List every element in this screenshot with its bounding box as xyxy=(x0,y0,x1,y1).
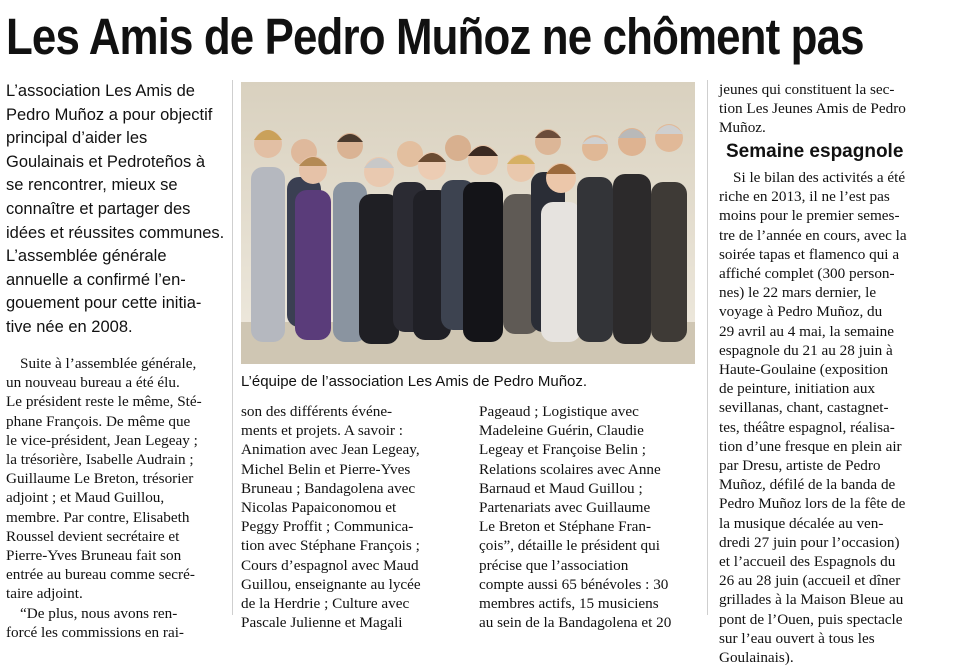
body-line: sur l’eau ouvert à tous les xyxy=(719,629,875,647)
body-line: Cours d’espagnol avec Maud xyxy=(241,556,419,574)
article-column-4 xyxy=(719,80,935,138)
body-line: riche en 2013, il ne l’est pas xyxy=(719,188,890,206)
photo-caption: L’équipe de l’association Les Amis de Pedro Muñoz. xyxy=(241,373,588,390)
body-line: Partenariats avec Guillaume xyxy=(479,499,651,517)
body-line: Relations scolaires avec Anne xyxy=(479,460,661,478)
body-line: Peggy Proffit ; Communica- xyxy=(241,518,414,536)
column-divider xyxy=(232,80,233,615)
body-line: dredi 27 juin pour l’occasion) xyxy=(719,533,900,551)
article-column-3 xyxy=(479,402,697,632)
lead-line: se rencontrer, mieux se xyxy=(6,176,178,195)
lead-line: L’assemblée générale xyxy=(6,247,167,266)
body-line: forcé les commissions en rai- xyxy=(6,623,184,641)
body-line: sevillanas, chant, castagnet- xyxy=(719,399,889,417)
body-line: ments et projets. A savoir : xyxy=(241,422,403,440)
body-line: 29 avril au 4 mai, la semaine xyxy=(719,322,895,340)
body-line: Pedro Muñoz lors de la fête de xyxy=(719,495,906,513)
body-line: tre de l’année en cours, avec la xyxy=(719,226,907,244)
body-line: membres actifs, 15 musiciens xyxy=(479,595,659,613)
body-line: “De plus, nous avons ren- xyxy=(20,604,178,622)
body-line: Muñoz. xyxy=(719,119,766,137)
body-line: 26 au 28 juin (accueil et dîner xyxy=(719,572,901,590)
article-lead xyxy=(6,80,228,340)
body-line: Legeay et Françoise Belin ; xyxy=(479,441,647,459)
body-line: Michel Belin et Pierre-Yves xyxy=(241,460,411,478)
body-line: son des différents événe- xyxy=(241,403,393,420)
lead-line: L’association Les Amis de xyxy=(6,82,195,100)
body-line: membre. Par contre, Elisabeth xyxy=(6,508,190,526)
lead-line: Goulainais et Pedroteños à xyxy=(6,152,206,171)
article-headline: Les Amis de Pedro Muñoz ne chôment pas xyxy=(6,8,864,65)
body-line: Pierre-Yves Bruneau fait son xyxy=(6,547,182,565)
team-photo xyxy=(241,82,695,364)
section-subheading: Semaine espagnole xyxy=(726,141,904,162)
article-column-1 xyxy=(6,354,220,642)
body-line: tes, théâtre espagnol, réalisa- xyxy=(719,418,895,436)
body-line: et l’accueil des Espagnols du xyxy=(719,553,896,571)
body-line: Haute-Goulaine (exposition xyxy=(719,361,889,379)
body-line: Le président reste le même, Sté- xyxy=(6,393,202,411)
body-line: espagnole du 21 au 28 juin à xyxy=(719,341,893,359)
body-line: Bruneau ; Bandagolena avec xyxy=(241,479,416,497)
body-line: Pascale Julienne et Magali xyxy=(241,614,403,632)
body-line: tion d’une fresque en plein air xyxy=(719,437,902,455)
body-line: tion avec Stéphane François ; xyxy=(241,537,420,555)
body-line: Roussel devient secrétaire et xyxy=(6,527,180,545)
team-photo-illustration xyxy=(241,82,695,364)
article-column-2 xyxy=(241,402,459,632)
body-line: par Dresu, artiste de Pedro xyxy=(719,457,881,475)
body-line: Muñoz, défilé de la banda de xyxy=(719,476,896,494)
body-line: grillades à la Maison Bleue au xyxy=(719,591,904,609)
column-divider xyxy=(707,80,708,615)
body-line: Le Breton et Stéphane Fran- xyxy=(479,518,652,536)
body-line: jeunes qui constituent la sec- xyxy=(719,81,895,98)
body-line: compte aussi 65 bénévoles : 30 xyxy=(479,575,669,593)
body-line: la trésorière, Isabelle Audrain ; xyxy=(6,451,194,469)
body-line: moins pour le premier semes- xyxy=(719,207,900,225)
lead-line: connaître et partager des xyxy=(6,199,191,218)
body-line: le vice-président, Jean Legeay ; xyxy=(6,431,198,449)
body-line: précise que l’association xyxy=(479,556,629,574)
body-line: Guillou, enseignante au lycée xyxy=(241,575,421,593)
body-line: Goulainais). xyxy=(719,649,794,667)
body-line: Barnaud et Maud Guillou ; xyxy=(479,479,643,497)
body-line: Animation avec Jean Legeay, xyxy=(241,441,420,459)
body-line: taire adjoint. xyxy=(6,585,83,603)
article-column-4-body xyxy=(719,168,935,667)
lead-line: Pedro Muñoz a pour objectif xyxy=(6,105,213,124)
body-line: au sein de la Bandagolena et 20 xyxy=(479,614,672,632)
body-line: Si le bilan des activités a été xyxy=(733,169,906,186)
body-line: Suite à l’assemblée générale, xyxy=(20,355,197,372)
body-line: Nicolas Papaiconomou et xyxy=(241,499,397,517)
body-line: affiché complet (300 person- xyxy=(719,265,895,283)
body-line: voyage à Pedro Muñoz, du xyxy=(719,303,883,321)
body-line: de la Herdrie ; Culture avec xyxy=(241,595,410,613)
body-line: un nouveau bureau a été élu. xyxy=(6,374,180,392)
body-line: nes) le 22 mars dernier, le xyxy=(719,284,877,302)
lead-line: principal d’aider les xyxy=(6,129,148,148)
body-line: Pageaud ; Logistique avec xyxy=(479,403,639,420)
body-line: pont de l’Ouen, puis spectacle xyxy=(719,610,903,628)
body-line: soirée tapas et flamenco qui a xyxy=(719,245,900,263)
body-line: entrée au bureau comme secré- xyxy=(6,566,195,584)
body-line: Madeleine Guérin, Claudie xyxy=(479,422,644,440)
body-line: phane François. De même que xyxy=(6,412,191,430)
lead-line: idées et réussites communes. xyxy=(6,223,225,242)
lead-line: tive née en 2008. xyxy=(6,317,133,336)
lead-line: annuelle a confirmé l’en- xyxy=(6,270,186,289)
body-line: de peinture, initiation aux xyxy=(719,380,876,398)
body-line: çois”, détaille le président qui xyxy=(479,537,660,555)
body-line: adjoint ; et Maud Guillou, xyxy=(6,489,165,507)
body-line: tion Les Jeunes Amis de Pedro xyxy=(719,100,906,118)
body-line: la musique décalée au ven- xyxy=(719,514,884,532)
lead-line: gouement pour cette initia- xyxy=(6,294,202,313)
body-line: Guillaume Le Breton, trésorier xyxy=(6,470,194,488)
